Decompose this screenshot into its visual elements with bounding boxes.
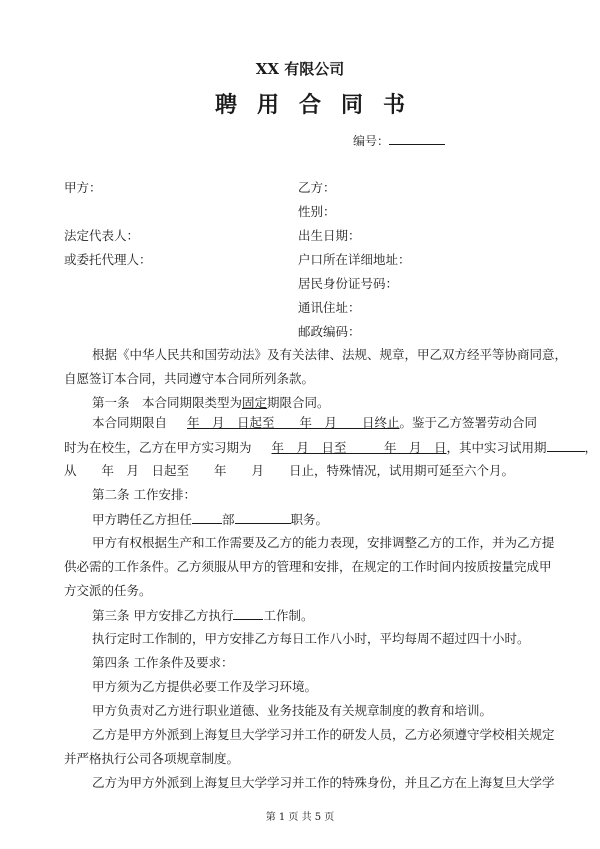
article-2-line-1 (92, 510, 328, 528)
mailing-address-label: 通讯住址： (298, 300, 361, 315)
id-card-label: 居民身份证号码： (298, 276, 399, 291)
article-1-prefix: 第一条 本合同期限类型为 (92, 395, 243, 410)
contract-number (353, 131, 445, 149)
art2-1b: 部 (222, 512, 235, 527)
postcode-label: 邮政编码： (298, 324, 361, 339)
legal-rep-label: 法定代表人： (64, 228, 140, 243)
agent-label: 或委托代理人： (64, 252, 152, 267)
article-3-line: 执行定时工作制的，甲方安排乙方每日工作八小时，平均每周不超过四十小时。 (92, 631, 530, 646)
position-blank (235, 510, 291, 524)
intro-line-1: 根据《中华人民共和国劳动法》及有关法律、法规、规章，甲乙双方经平等协商同意， (92, 347, 568, 362)
article-1 (92, 394, 330, 411)
art2-1c: 职务。 (290, 512, 329, 527)
period-2a: 时为在校生，乙方在甲方实习期为 (64, 440, 252, 455)
article-2-line-4: 方交派的任务。 (64, 583, 152, 598)
period-line-1 (92, 414, 537, 431)
probation-blank (547, 438, 585, 452)
number-blank (389, 131, 445, 145)
article-4-line-5: 乙方为甲方外派到上海复旦大学学习并工作的特殊身份，并且乙方在上海复旦大学学 (92, 775, 555, 790)
period-1-dates: 年 月 日起至 年 月 日终止 (187, 415, 400, 430)
article-2-line-3: 供必需的工作条件。乙方须服从甲方的管理和安排，在规定的工作时间内按质按量完成甲 (64, 559, 552, 574)
contract-type: 固定 (242, 395, 268, 410)
page-number: 第 1 页 共 5 页 (265, 812, 335, 823)
article-3 (92, 606, 314, 624)
article-2-title: 第二条 工作安排： (92, 487, 196, 502)
art2-1a: 甲方聘任乙方担任 (92, 512, 193, 527)
period-1c: 。鉴于乙方签署劳动合同 (399, 415, 538, 430)
party-b-label: 乙方： (298, 180, 336, 195)
article-4-title: 第四条 工作条件及要求： (92, 655, 234, 670)
period-2-dates: 年 月 日至 年 月 日 (271, 440, 447, 455)
article-4-line-3: 乙方是甲方外派到上海复旦大学学习并工作的研发人员，乙方必须遵守学校相关规定 (92, 727, 555, 742)
number-label: 编号： (353, 134, 390, 148)
party-a-label: 甲方： (64, 180, 102, 195)
article-4-line-2: 甲方负责对乙方进行职业道德、业务技能及有关规章制度的教育和培训。 (92, 703, 493, 718)
hukou-address-label: 户口所在详细地址： (298, 252, 411, 267)
art3-a: 第三条 甲方安排乙方执行 (92, 608, 234, 623)
birth-date-label: 出生日期： (298, 228, 361, 243)
article-4-line-1: 甲方须为乙方提供必要工作及学习环境。 (92, 679, 318, 694)
period-2c: ，其中实习试用期 (446, 440, 547, 455)
work-system-blank (233, 606, 263, 620)
contract-title: 聘用合同书 (214, 92, 425, 118)
art3-b: 工作制。 (263, 608, 314, 623)
article-2-line-2: 甲方有权根据生产和工作需要及乙方的能力表现，安排调整乙方的工作，并为乙方提 (92, 535, 555, 550)
intro-line-2: 自愿签订本合同，共同遵守本合同所列条款。 (64, 371, 315, 386)
article-4-line-4: 并严格执行公司各项规章制度。 (64, 751, 240, 766)
period-1a: 本合同期限自 (92, 415, 168, 430)
period-line-2: 时为在校生，乙方在甲方实习期为 年 月 日至 年 月 日，其中实习试用期 ， (64, 440, 598, 455)
gender-label: 性别： (298, 204, 336, 219)
department-blank (192, 510, 222, 524)
period-line-3: 从 年 月 日起至 年 月 日止，特殊情况，试用期可延至六个月。 (64, 463, 515, 478)
company-name: XX 有限公司 (255, 60, 345, 78)
article-1-suffix: 期限合同。 (267, 395, 330, 410)
